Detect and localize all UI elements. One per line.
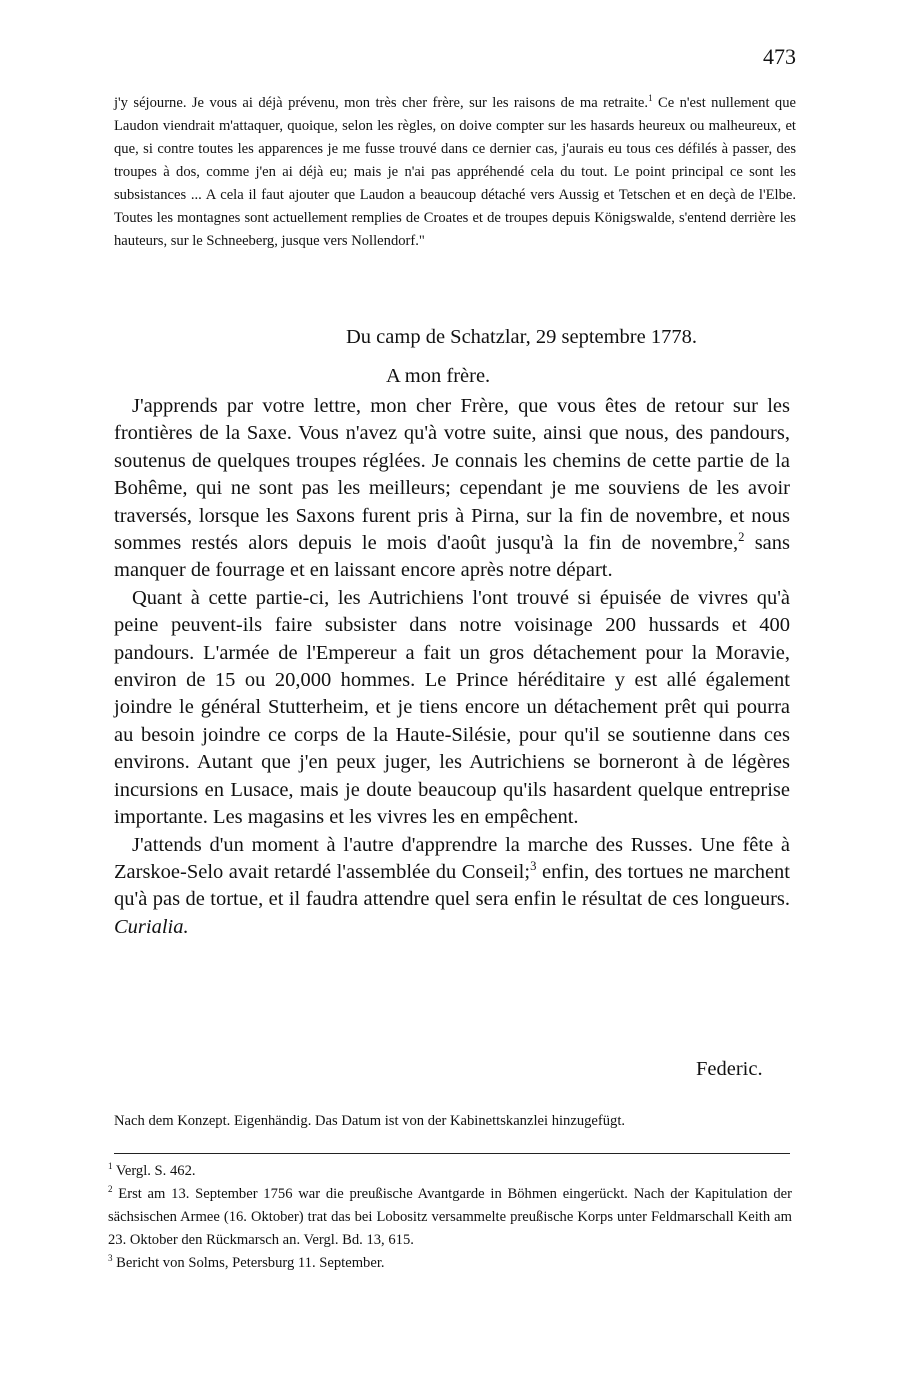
footnote-ref-1[interactable]: 1 xyxy=(648,93,653,104)
footnote-1 xyxy=(108,1160,792,1183)
footnote-number: 2 xyxy=(108,1184,113,1195)
letter-italic-word: Curialia. xyxy=(114,915,189,938)
quoted-letter-excerpt xyxy=(114,92,796,253)
quote-text-1: j'y séjourne. Je vous ai déjà prévenu, mon très cher frère, sur les raisons de ma retraite. xyxy=(114,95,649,111)
footnotes xyxy=(108,1160,792,1275)
letter-paragraph-1-text-a: J'apprends par votre lettre, mon cher Frère, que vous êtes de retour sur les frontières de la Saxe. Vous n'avez qu'à votre suite, ainsi que nous, des pandours, soutenus de quelques troupes réglées. Je connais les chemins de cette partie de la Bohême, qui ne sont pas les meilleurs; cependant je me souviens de les avoir traversés, lorsque les Saxons furent pris à Pirna, sur la fin de novembre, et nous sommes restés alors depuis le mois d'août jusqu'à la fin de novembre, xyxy=(114,395,790,555)
letter-paragraph-2: Quant à cette partie-ci, les Autrichiens l'ont trouvé si épuisée de vivres qu'à peine peuvent-ils faire subsister dans notre voisinage 200 hussards et 400 pandours. L'armée de l'Empereur a fait un gros détachement pour la Moravie, environ de 15 ou 20,000 hommes. Le Prince héréditaire y est allé également joindre le général Stutterheim, et je tiens encore un détachement prêt qui pourra au besoin joindre ce corps de la Haute-Silésie, pour qu'il se soutienne dans ces environs. Autant que j'en peux juger, les Autrichiens se borneront à de légères incursions en Lusace, mais je doute beaucoup qu'ils hasardent quelque entreprise importante. Les magasins et les vivres les en empêchent. xyxy=(114,586,790,829)
footnote-divider xyxy=(114,1153,790,1154)
letter-dateline: Du camp de Schatzlar, 29 septembre 1778. xyxy=(346,326,697,348)
letter-paragraph-3-text-b: enfin, des tortues ne marchent qu'à pas de tortue, et il faudra attendre quel sera enfin le résultat de ces longueurs. xyxy=(114,860,790,911)
source-note: Nach dem Konzept. Eigenhändig. Das Datum ist von der Kabinettskanzlei hinzugefügt. xyxy=(114,1113,626,1129)
signature: Federic. xyxy=(696,1058,763,1080)
footnote-2 xyxy=(108,1183,792,1252)
footnote-ref-3[interactable]: 3 xyxy=(530,859,537,874)
footnote-3 xyxy=(108,1252,792,1275)
letter-paragraph-3 xyxy=(114,832,790,942)
page-number: 473 xyxy=(763,44,796,69)
letter-paragraph-3-text-a: J'attends d'un moment à l'autre d'apprendre la marche des Russes. Une fête à Zarskoe-Selo avait retardé l'assemblée du Conseil; xyxy=(114,833,790,883)
footnote-text: Erst am 13. September 1756 war die preußische Avantgarde in Böhmen eingerückt. Nach der Kapitulation der sächsischen Armee (16. Oktober) trat das bei Lobositz versammelte preußische Korps unter Feldmarschall Keith am 23. Oktober den Rückmarsch an. Vergl. Bd. 13, 615. xyxy=(108,1186,792,1248)
letter-body xyxy=(114,393,790,941)
letter-paragraph-1 xyxy=(114,393,790,585)
quote-text-2: Ce n'est nullement que Laudon viendrait m'attaquer, quoique, selon les règles, on doive compter sur les hasards heureux ou malheureux, et que, si contre toutes les apparences je me fusse trouvé dans ce dernier cas, j'aurais eu tous ces défilés à passer, des troupes à dos, comme j'en ai déjà eu; mais je n'ai pas appréhendé cela du tout. Le point principal ce sont les subsistances ... A cela il faut ajouter que Laudon a beaucoup détaché vers Aussig et Tetschen et en deçà de l'Elbe. Toutes les montagnes sont actuellement remplies de Croates et de troupes depuis Königswalde, s'entend derrière les hauteurs, sur le Schneeberg, jusque vers Nollendorf." xyxy=(114,95,796,249)
footnote-text: Bericht von Solms, Petersburg 11. September. xyxy=(112,1255,385,1271)
footnote-ref-2[interactable]: 2 xyxy=(738,530,745,545)
footnote-number: 3 xyxy=(108,1253,113,1264)
footnote-text: Vergl. S. 462. xyxy=(112,1163,196,1179)
letter-paragraph-1-text-b: sans manquer de fourrage et en laissant encore après notre départ. xyxy=(114,532,790,582)
letter-salutation: A mon frère. xyxy=(386,365,491,387)
footnote-number: 1 xyxy=(108,1161,113,1172)
